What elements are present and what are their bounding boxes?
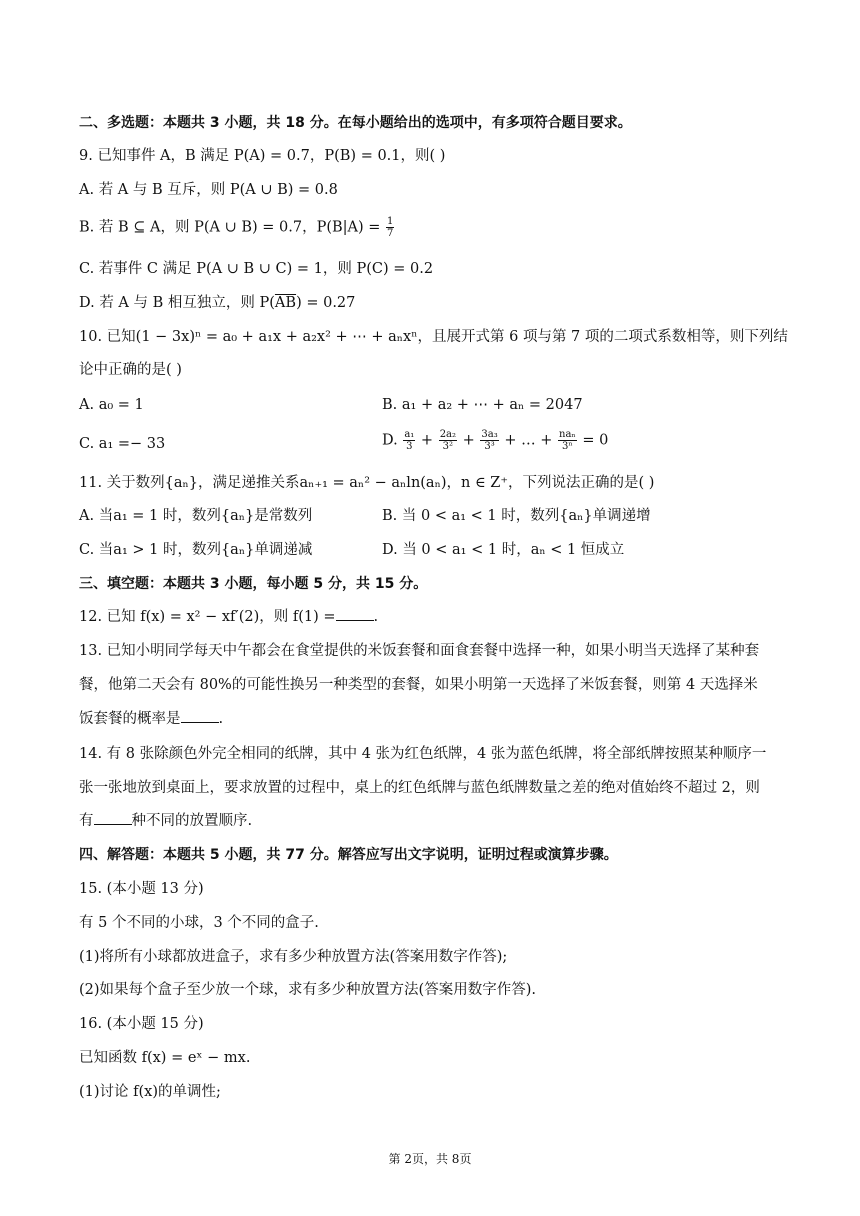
q10-fraction-3 bbox=[480, 429, 498, 452]
fraction-denominator: 3³ bbox=[484, 441, 495, 452]
q9-option-b-fraction bbox=[386, 216, 394, 239]
q10-option-c: C. a₁ =− 33 bbox=[79, 436, 166, 452]
fraction-numerator: 1 bbox=[387, 216, 394, 227]
equals-zero: = 0 bbox=[582, 432, 609, 449]
q12-period: . bbox=[373, 609, 379, 625]
q16-part1: (1)讨论 f(x)的单调性; bbox=[79, 1084, 221, 1100]
q10-stem-line1: 10. 已知(1 − 3x)ⁿ = a₀ + a₁x + a₂x² + ⋯ + aₙxⁿ，且展开式第 6 项与第 7 项的二项式系数相等，则下列结 bbox=[79, 329, 788, 345]
fraction-numerator: 3a₃ bbox=[481, 429, 498, 440]
fraction-denominator: 3ⁿ bbox=[562, 441, 573, 452]
section-heading-multiple-choice: 二、多选题：本题共 3 小题，共 18 分。在每小题给出的选项中，有多项符合题目要求。 bbox=[79, 115, 632, 131]
fraction-denominator: 3² bbox=[442, 441, 454, 452]
ellipsis-sum: + … + bbox=[504, 432, 553, 449]
fraction-denominator: 3 bbox=[406, 441, 413, 452]
q13-line3 bbox=[79, 709, 223, 729]
q13-period: . bbox=[218, 711, 224, 727]
q11-option-d: D. 当 0 < a₁ < 1 时，aₙ < 1 恒成立 bbox=[382, 542, 625, 558]
q9-option-b-text: B. 若 B ⊆ A，则 P(A ∪ B) = 0.7，P(B|A) = bbox=[79, 219, 381, 236]
q11-option-a: A. 当a₁ = 1 时，数列{aₙ}是常数列 bbox=[79, 508, 313, 524]
q15-part1: (1)将所有小球都放进盒子，求有多少种放置方法(答案用数字作答); bbox=[79, 949, 508, 965]
q11-option-c: C. 当a₁ > 1 时，数列{aₙ}单调递减 bbox=[79, 542, 313, 558]
q10-fraction-1 bbox=[403, 429, 415, 452]
q16-heading: 16. (本小题 15 分) bbox=[79, 1016, 204, 1032]
answer-blank bbox=[181, 710, 219, 723]
q15-heading: 15. (本小题 13 分) bbox=[79, 881, 204, 897]
page-footer: 第 2页，共 8页 bbox=[388, 1152, 472, 1166]
q9-option-d bbox=[79, 293, 355, 313]
q14-line1: 14. 有 8 张除颜色外完全相同的纸牌，其中 4 张为红色纸牌，4 张为蓝色纸牌，将全部纸牌按照某种顺序一 bbox=[79, 746, 767, 762]
q10-stem-line2: 论中正确的是( ) bbox=[79, 362, 182, 378]
q9-option-d-text: D. 若 A 与 B 相互独立，则 P( bbox=[79, 295, 275, 311]
q13-line1: 13. 已知小明同学每天中午都会在食堂提供的米饭套餐和面食套餐中选择一种，如果小明当天选择了某种套 bbox=[79, 643, 760, 659]
q10-option-d-label: D. bbox=[382, 432, 398, 449]
q13-line2: 餐，他第二天会有 80%的可能性换另一种类型的套餐，如果小明第一天选择了米饭套餐，则第 4 天选择米 bbox=[79, 677, 758, 693]
q14-line3-tail: 种不同的放置顺序. bbox=[131, 813, 253, 829]
q10-option-b: B. a₁ + a₂ + ⋯ + aₙ = 2047 bbox=[382, 397, 583, 413]
section-heading-solutions: 四、解答题：本题共 5 小题，共 77 分。解答应写出文字说明，证明过程或演算步骤。 bbox=[79, 847, 618, 863]
q10-fraction-4 bbox=[558, 429, 577, 452]
q13-line3-text: 饭套餐的概率是 bbox=[79, 711, 181, 727]
q11-option-b: B. 当 0 < a₁ < 1 时，数列{aₙ}单调递增 bbox=[382, 508, 651, 524]
q16-stem: 已知函数 f(x) = eˣ − mx. bbox=[79, 1050, 251, 1066]
q15-part2: (2)如果每个盒子至少放一个球，求有多少种放置方法(答案用数字作答). bbox=[79, 982, 536, 998]
q9-option-b bbox=[79, 216, 395, 239]
fraction-numerator: a₁ bbox=[404, 429, 415, 440]
q12 bbox=[79, 607, 378, 627]
q11-stem: 11. 关于数列{aₙ}，满足递推关系aₙ₊₁ = aₙ² − aₙln(aₙ)，n ∈ Z⁺，下列说法正确的是( ) bbox=[79, 475, 655, 491]
q15-stem: 有 5 个不同的小球，3 个不同的盒子. bbox=[79, 915, 319, 931]
q9-stem: 9. 已知事件 A，B 满足 P(A) = 0.7，P(B) = 0.1，则( ) bbox=[79, 148, 446, 164]
plus-sign: + bbox=[462, 432, 475, 449]
q9-option-c: C. 若事件 C 满足 P(A ∪ B ∪ C) = 1，则 P(C) = 0.2 bbox=[79, 261, 434, 277]
section-heading-fill-in: 三、填空题：本题共 3 小题，每小题 5 分，共 15 分。 bbox=[79, 576, 428, 592]
q9-option-d-tail: ) = 0.27 bbox=[296, 295, 356, 311]
answer-blank bbox=[94, 812, 132, 825]
q14-line3 bbox=[79, 811, 252, 831]
fraction-numerator: 2a₂ bbox=[439, 429, 457, 440]
q9-option-a: A. 若 A 与 B 互斥，则 P(A ∪ B) = 0.8 bbox=[79, 182, 338, 198]
fraction-denominator: 7 bbox=[387, 228, 394, 239]
q10-option-a: A. a₀ = 1 bbox=[79, 397, 144, 413]
q9-option-d-overline: $\overline{AB}$ bbox=[274, 295, 297, 311]
q10-option-d bbox=[382, 429, 608, 452]
q10-fraction-2 bbox=[439, 429, 457, 452]
plus-sign: + bbox=[420, 432, 434, 449]
q14-line2: 张一张地放到桌面上，要求放置的过程中，桌上的红色纸牌与蓝色纸牌数量之差的绝对值始终不超过 2，则 bbox=[79, 780, 760, 796]
answer-blank bbox=[336, 608, 374, 621]
fraction-numerator: naₙ bbox=[559, 429, 576, 440]
q14-line3-text: 有 bbox=[79, 813, 94, 829]
q12-text: 12. 已知 f(x) = x² − xf′(2)，则 f(1) = bbox=[79, 609, 336, 625]
